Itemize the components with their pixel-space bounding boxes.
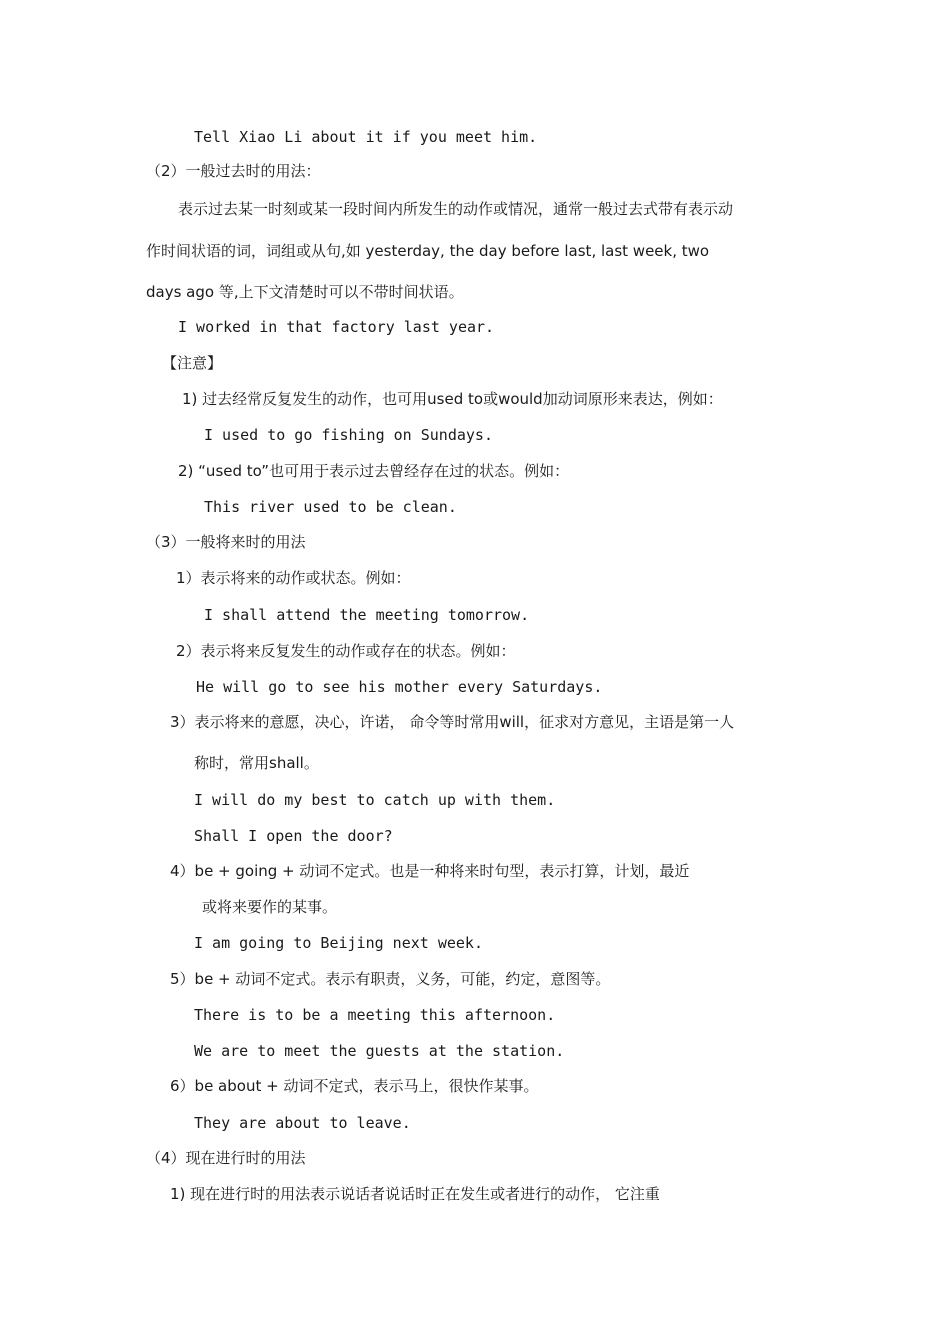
example-sentence: This river used to be clean. [204, 498, 457, 516]
example-sentence: Shall I open the door? [194, 827, 393, 845]
list-item: 2）表示将来反复发生的动作或存在的状态。例如： [176, 642, 516, 660]
example-sentence: We are to meet the guests at the station. [194, 1042, 565, 1060]
paragraph-line: 表示过去某一时刻或某一段时间内所发生的动作或情况，通常一般过去式带有表示动 [178, 200, 734, 218]
paragraph-line: days ago 等,上下文清楚时可以不带时间状语。 [146, 283, 464, 301]
list-item: 4）be + going + 动词不定式。也是一种将来时句型，表示打算，计划，最近 [170, 862, 690, 880]
section-heading: （4）现在进行时的用法 [146, 1149, 306, 1167]
list-item-continuation: 称时，常用shall。 [194, 754, 319, 772]
example-sentence: I worked in that factory last year. [178, 318, 495, 336]
list-item-continuation: 或将来要作的某事。 [202, 898, 338, 916]
example-sentence: There is to be a meeting this afternoon. [194, 1006, 556, 1024]
list-item: 5）be + 动词不定式。表示有职责，义务，可能，约定，意图等。 [170, 970, 611, 988]
example-sentence: He will go to see his mother every Saturdays. [196, 678, 603, 696]
example-sentence: I shall attend the meeting tomorrow. [204, 606, 530, 624]
list-item: 6）be about + 动词不定式，表示马上，很快作某事。 [170, 1077, 539, 1095]
section-heading: （3）一般将来时的用法 [146, 533, 306, 551]
example-sentence: Tell Xiao Li about it if you meet him. [194, 128, 538, 146]
example-sentence: They are about to leave. [194, 1114, 411, 1132]
paragraph-line: 作时间状语的词，词组或从句,如 yesterday, the day before last, last week, two [146, 242, 710, 260]
example-sentence: I am going to Beijing next week. [194, 934, 483, 952]
example-sentence: I used to go fishing on Sundays. [204, 426, 493, 444]
section-heading: （2）一般过去时的用法： [146, 162, 321, 180]
note-item: 1) 过去经常反复发生的动作，也可用used to或would加动词原形来表达，例如： [182, 390, 723, 408]
example-sentence: I will do my best to catch up with them. [194, 791, 556, 809]
list-item: 3）表示将来的意愿，决心，许诺， 命令等时常用will，征求对方意见，主语是第一人 [170, 713, 735, 731]
list-item: 1）表示将来的动作或状态。例如： [176, 569, 411, 587]
list-item: 1) 现在进行时的用法表示说话者说话时正在发生或者进行的动作， 它注重 [170, 1185, 660, 1203]
note-item: 2) “used to”也可用于表示过去曾经存在过的状态。例如： [178, 462, 570, 480]
note-heading: 【注意】 [162, 354, 223, 372]
